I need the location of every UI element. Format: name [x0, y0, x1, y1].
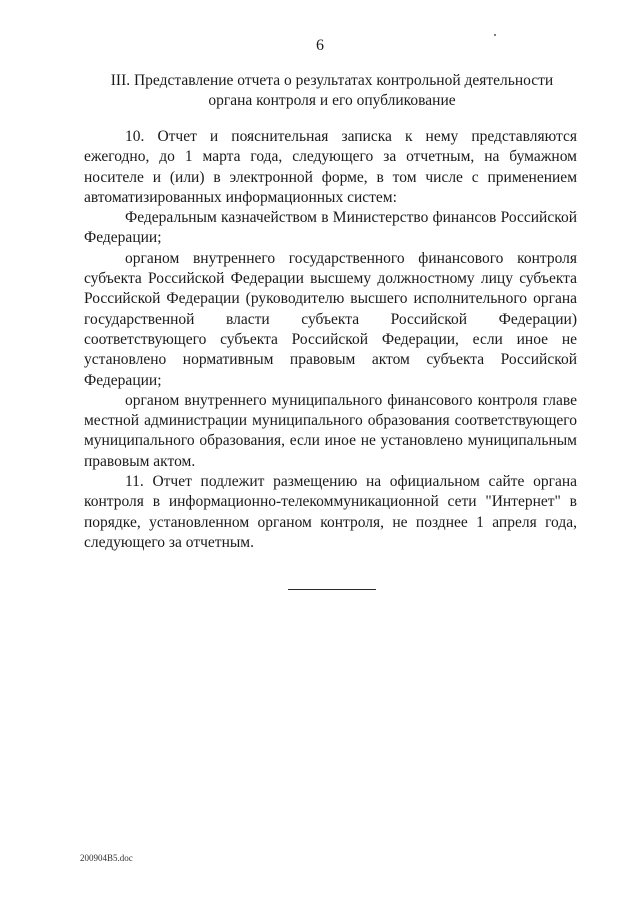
scan-speck: [494, 34, 496, 36]
paragraph-federal-treasury: Федеральным казначейством в Министерство финансов Российской Федерации;: [84, 209, 577, 247]
paragraph-state-control-body: органом внутреннего государственного финансового контроля субъекта Российской Федерации высшему должностному лицу субъекта Российской Федерации (руководителю высшего исполнительного органа государственной власти субъекта Российской Федерации) соответствующего субъекта Российской Федерации, если иное не установлено нормативным правовым актом субъекта Российской Федерации;: [84, 249, 577, 389]
footer-file-name: 200904В5.doc: [80, 853, 133, 863]
paragraph-11: 11. Отчет подлежит размещению на официальном сайте органа контроля в информационно-телекоммуникационной сети "Интернет" в порядке, установленном органом контроля, не позднее 1 апреля года, следующего за отчетным.: [84, 473, 577, 551]
document-body: [84, 127, 577, 553]
section-heading-line-2: органа контроля и его опубликование: [208, 92, 456, 109]
section-heading-line-1: III. Представление отчета о результатах контрольной деятельности: [110, 72, 554, 89]
page-number: 6: [316, 37, 324, 54]
paragraph-municipal-control-body: органом внутреннего муниципального финансового контроля главе местной администрации муниципального образования соответствующего муниципального образования, если иное не установлено муниципальным правовым актом.: [84, 391, 577, 470]
paragraph-10: 10. Отчет и пояснительная записка к нему представляются ежегодно, до 1 марта года, следующего за отчетным, на бумажном носителе и (или) в электронной форме, в том числе с применением автоматизированных информационных систем:: [84, 128, 577, 206]
end-separator-line: [288, 589, 376, 590]
section-heading: [80, 71, 584, 111]
